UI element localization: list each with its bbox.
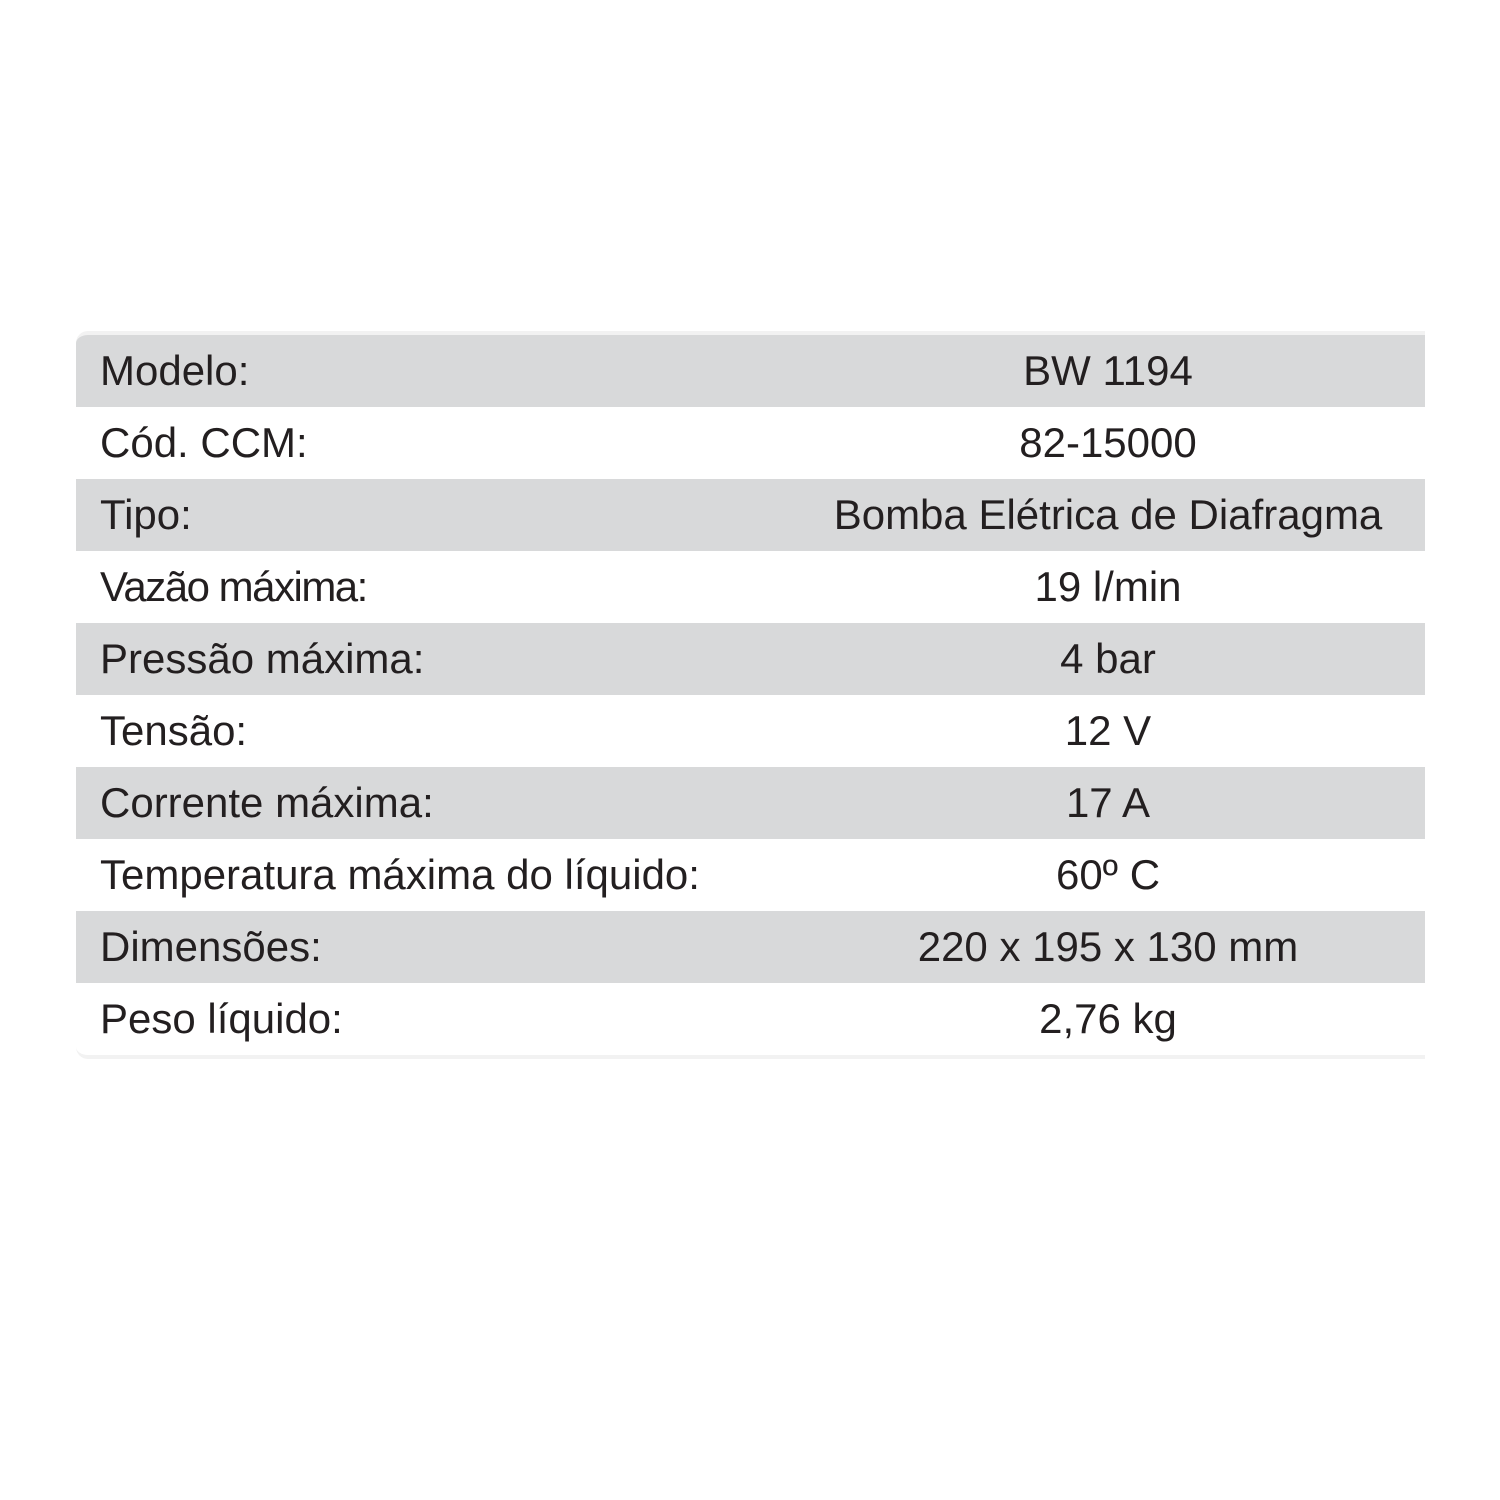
spec-row-corrente-maxima — [76, 767, 1425, 839]
spec-value: 17 A — [1065, 779, 1151, 826]
spec-value: 82-15000 — [1019, 419, 1197, 466]
spec-label: Dimensões: — [100, 923, 322, 970]
spec-value: 19 l/min — [1034, 563, 1182, 610]
spec-label: Tensão: — [100, 707, 248, 754]
spec-value: 12 V — [1064, 707, 1152, 754]
spec-row-cod-ccm — [76, 407, 1425, 479]
spec-value: 60º C — [1055, 851, 1161, 898]
spec-label: Pressão máxima: — [100, 635, 425, 682]
spec-row-dimensoes — [76, 911, 1425, 983]
spec-row-temperatura-maxima — [76, 839, 1425, 911]
spec-row-vazao-maxima — [76, 551, 1425, 623]
spec-row-pressao-maxima — [76, 623, 1425, 695]
spec-label: Vazão máxima: — [100, 563, 367, 610]
spec-label: Cód. CCM: — [100, 419, 308, 466]
spec-row-peso-liquido — [76, 983, 1425, 1055]
spec-row-modelo — [76, 335, 1425, 407]
spec-table — [76, 331, 1425, 1059]
spec-value: 220 x 195 x 130 mm — [917, 923, 1299, 970]
spec-label: Modelo: — [100, 347, 250, 394]
spec-label: Peso líquido: — [100, 995, 343, 1042]
spec-value: 4 bar — [1060, 635, 1156, 682]
spec-value: Bomba Elétrica de Diafragma — [833, 491, 1383, 538]
spec-label: Tipo: — [100, 491, 192, 538]
spec-row-tipo — [76, 479, 1425, 551]
spec-row-tensao — [76, 695, 1425, 767]
spec-value: BW 1194 — [1023, 347, 1193, 394]
spec-label: Temperatura máxima do líquido: — [100, 851, 700, 898]
spec-label: Corrente máxima: — [100, 779, 434, 826]
spec-value: 2,76 kg — [1039, 995, 1177, 1042]
